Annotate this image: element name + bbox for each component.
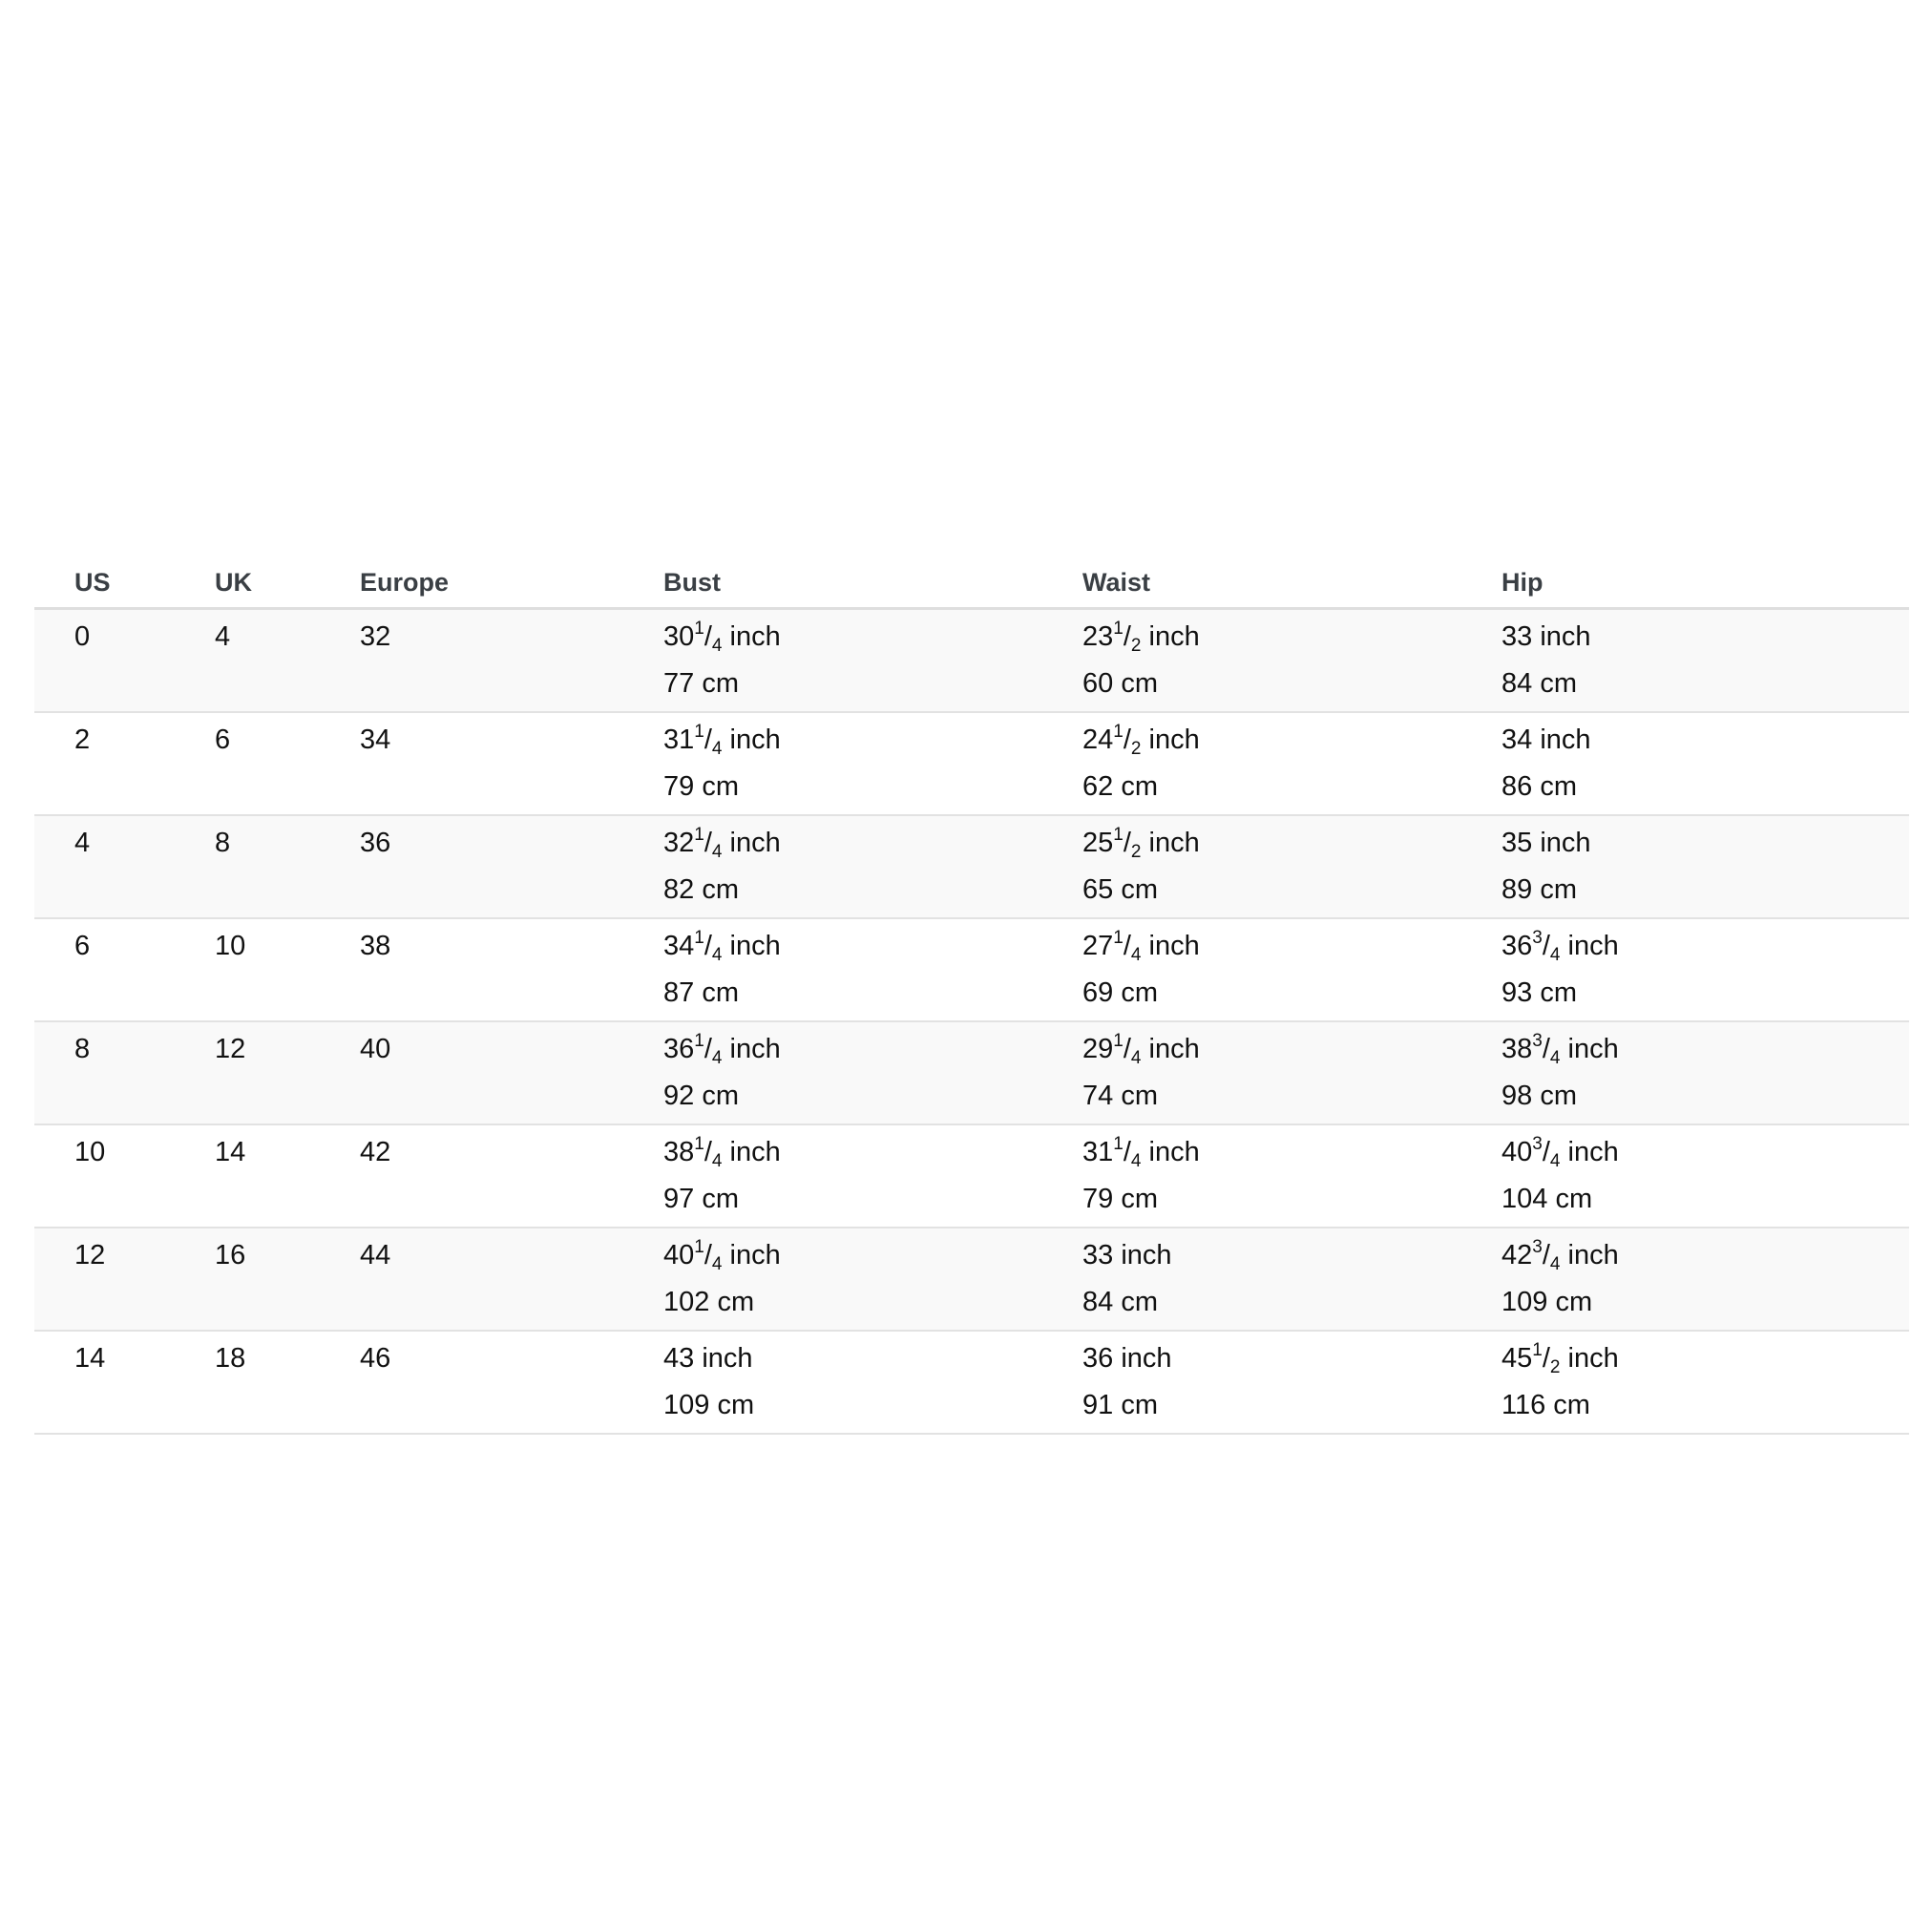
fraction-numerator: 1: [1113, 1031, 1124, 1051]
cell-uk: 8: [175, 815, 320, 918]
cell-uk: 12: [175, 1021, 320, 1124]
fraction-numerator: 3: [1532, 1031, 1543, 1051]
hip-inch-value: [1502, 614, 1909, 661]
bust-inch-value: [663, 614, 1042, 661]
fraction-denominator: 2: [1130, 636, 1142, 656]
hip-cm-value: 98 cm: [1502, 1081, 1577, 1111]
cell-europe: 44: [320, 1228, 623, 1331]
bust-cm-value: 77 cm: [663, 668, 739, 699]
fraction-denominator: 2: [1130, 739, 1142, 759]
cell-europe: 40: [320, 1021, 623, 1124]
fraction-denominator: 4: [711, 1151, 723, 1171]
cell-us: 14: [34, 1331, 175, 1434]
cell-us: 12: [34, 1228, 175, 1331]
cell-bust: [623, 918, 1042, 1021]
inch-whole: 31: [663, 724, 695, 755]
header-row: [34, 557, 1909, 609]
fraction-denominator: 4: [1549, 945, 1561, 965]
fraction-numerator: 1: [694, 1031, 704, 1051]
cell-europe: 38: [320, 918, 623, 1021]
inch-unit: inch: [729, 1034, 781, 1064]
bust-cm-value: 79 cm: [663, 771, 739, 802]
fraction-slash: /: [1123, 621, 1131, 652]
inch-unit: inch: [1567, 1137, 1619, 1167]
bust-inch-value: [663, 1335, 1042, 1382]
table-header: [34, 557, 1909, 609]
fraction-slash: /: [704, 621, 712, 652]
inch-whole: 31: [1082, 1137, 1114, 1167]
table-row: [34, 918, 1909, 1021]
fraction-numerator: 1: [1532, 1340, 1543, 1360]
table-row: [34, 1124, 1909, 1228]
header-hip: Hip: [1461, 557, 1909, 609]
hip-cm-value: 86 cm: [1502, 771, 1577, 802]
fraction-numerator: 1: [694, 1237, 704, 1257]
inch-unit: inch: [729, 931, 781, 961]
hip-cm-value: 89 cm: [1502, 874, 1577, 905]
cell-hip: [1461, 1331, 1909, 1434]
inch-unit: inch: [1540, 828, 1591, 858]
waist-inch-value: [1082, 614, 1461, 661]
inch-whole: 34: [663, 931, 695, 961]
header-waist: Waist: [1042, 557, 1461, 609]
cell-uk: 18: [175, 1331, 320, 1434]
bust-cm-value: 82 cm: [663, 874, 739, 905]
hip-inch-value: [1502, 1129, 1909, 1176]
cell-uk: 14: [175, 1124, 320, 1228]
inch-unit: inch: [1567, 931, 1619, 961]
inch-whole: 36: [1502, 931, 1533, 961]
inch-whole: 33: [1502, 621, 1533, 652]
cell-waist: [1042, 1021, 1461, 1124]
inch-whole: 43: [663, 1343, 695, 1374]
waist-inch-value: [1082, 717, 1461, 764]
bust-inch-value: [663, 923, 1042, 970]
inch-unit: inch: [1567, 1240, 1619, 1270]
inch-unit: inch: [1121, 1240, 1172, 1270]
cell-hip: [1461, 815, 1909, 918]
waist-inch-value: [1082, 1026, 1461, 1073]
cell-hip: [1461, 609, 1909, 713]
fraction-slash: /: [704, 1137, 712, 1167]
waist-inch-value: [1082, 1335, 1461, 1382]
inch-whole: 42: [1502, 1240, 1533, 1270]
cell-us: 4: [34, 815, 175, 918]
cell-uk: 10: [175, 918, 320, 1021]
cell-waist: [1042, 1228, 1461, 1331]
fraction-numerator: 1: [694, 928, 704, 948]
inch-whole: 36: [1082, 1343, 1114, 1374]
hip-inch-value: [1502, 1026, 1909, 1073]
hip-inch-value: [1502, 717, 1909, 764]
table-row: [34, 1228, 1909, 1331]
cell-waist: [1042, 712, 1461, 815]
fraction-slash: /: [1542, 1137, 1550, 1167]
fraction-numerator: 1: [694, 1134, 704, 1154]
inch-unit: inch: [729, 724, 781, 755]
inch-unit: inch: [729, 621, 781, 652]
cell-bust: [623, 609, 1042, 713]
bust-cm-value: 87 cm: [663, 977, 739, 1008]
fraction-slash: /: [704, 724, 712, 755]
bust-inch-value: [663, 1026, 1042, 1073]
inch-whole: 23: [1082, 621, 1114, 652]
bust-cm-value: 102 cm: [663, 1287, 755, 1317]
cell-bust: [623, 1124, 1042, 1228]
inch-unit: inch: [1567, 1343, 1619, 1374]
fraction-numerator: 3: [1532, 1134, 1543, 1154]
fraction-numerator: 1: [1113, 928, 1124, 948]
fraction-numerator: 1: [694, 722, 704, 742]
header-us: US: [34, 557, 175, 609]
fraction-denominator: 4: [1549, 1151, 1561, 1171]
cell-hip: [1461, 712, 1909, 815]
waist-cm-value: 84 cm: [1082, 1287, 1158, 1317]
fraction-slash: /: [1542, 931, 1550, 961]
inch-whole: 35: [1502, 828, 1533, 858]
fraction-denominator: 4: [711, 739, 723, 759]
inch-unit: inch: [1148, 621, 1200, 652]
inch-unit: inch: [1148, 931, 1200, 961]
bust-cm-value: 92 cm: [663, 1081, 739, 1111]
inch-whole: 34: [1502, 724, 1533, 755]
cell-bust: [623, 1331, 1042, 1434]
fraction-denominator: 4: [711, 842, 723, 862]
inch-unit: inch: [729, 1137, 781, 1167]
waist-cm-value: 65 cm: [1082, 874, 1158, 905]
hip-cm-value: 93 cm: [1502, 977, 1577, 1008]
waist-inch-value: [1082, 923, 1461, 970]
inch-unit: inch: [1148, 1034, 1200, 1064]
fraction-denominator: 2: [1549, 1357, 1561, 1377]
fraction-slash: /: [704, 1034, 712, 1064]
fraction-numerator: 3: [1532, 1237, 1543, 1257]
inch-unit: inch: [729, 1240, 781, 1270]
cell-uk: 6: [175, 712, 320, 815]
cell-uk: 4: [175, 609, 320, 713]
inch-whole: 38: [1502, 1034, 1533, 1064]
hip-inch-value: [1502, 820, 1909, 867]
cell-bust: [623, 1228, 1042, 1331]
inch-whole: 30: [663, 621, 695, 652]
waist-inch-value: [1082, 1129, 1461, 1176]
fraction-slash: /: [1123, 828, 1131, 858]
waist-cm-value: 79 cm: [1082, 1184, 1158, 1214]
fraction-slash: /: [704, 931, 712, 961]
bust-cm-value: 97 cm: [663, 1184, 739, 1214]
inch-unit: inch: [729, 828, 781, 858]
cell-europe: 32: [320, 609, 623, 713]
fraction-slash: /: [1542, 1343, 1550, 1374]
inch-whole: 40: [1502, 1137, 1533, 1167]
inch-whole: 40: [663, 1240, 695, 1270]
cell-bust: [623, 815, 1042, 918]
inch-unit: inch: [1121, 1343, 1172, 1374]
cell-hip: [1461, 1228, 1909, 1331]
hip-inch-value: [1502, 1335, 1909, 1382]
hip-cm-value: 116 cm: [1502, 1390, 1590, 1420]
inch-whole: 32: [663, 828, 695, 858]
table-row: [34, 1021, 1909, 1124]
table-row: [34, 815, 1909, 918]
waist-inch-value: [1082, 1232, 1461, 1279]
fraction-slash: /: [1123, 724, 1131, 755]
table-body: [34, 609, 1909, 1435]
cell-waist: [1042, 1124, 1461, 1228]
hip-cm-value: 104 cm: [1502, 1184, 1593, 1214]
cell-hip: [1461, 1021, 1909, 1124]
waist-inch-value: [1082, 820, 1461, 867]
fraction-slash: /: [1123, 1034, 1131, 1064]
fraction-slash: /: [1542, 1240, 1550, 1270]
cell-bust: [623, 712, 1042, 815]
cell-waist: [1042, 1331, 1461, 1434]
fraction-numerator: 1: [1113, 619, 1124, 639]
cell-europe: 36: [320, 815, 623, 918]
fraction-denominator: 4: [1130, 945, 1142, 965]
inch-unit: inch: [1567, 1034, 1619, 1064]
cell-europe: 42: [320, 1124, 623, 1228]
fraction-denominator: 4: [1549, 1048, 1561, 1068]
fraction-numerator: 1: [694, 619, 704, 639]
fraction-numerator: 3: [1532, 928, 1543, 948]
bust-inch-value: [663, 717, 1042, 764]
fraction-denominator: 4: [711, 1048, 723, 1068]
waist-cm-value: 91 cm: [1082, 1390, 1158, 1420]
table-row: [34, 1331, 1909, 1434]
cell-us: 10: [34, 1124, 175, 1228]
fraction-numerator: 1: [1113, 1134, 1124, 1154]
hip-cm-value: 84 cm: [1502, 668, 1577, 699]
size-chart-table: [34, 557, 1909, 1435]
inch-unit: inch: [1148, 1137, 1200, 1167]
bust-inch-value: [663, 1129, 1042, 1176]
inch-unit: inch: [1148, 724, 1200, 755]
cell-us: 0: [34, 609, 175, 713]
header-europe: Europe: [320, 557, 623, 609]
cell-waist: [1042, 918, 1461, 1021]
fraction-slash: /: [704, 828, 712, 858]
fraction-numerator: 1: [694, 825, 704, 845]
inch-unit: inch: [1148, 828, 1200, 858]
hip-cm-value: 109 cm: [1502, 1287, 1593, 1317]
fraction-denominator: 4: [711, 636, 723, 656]
inch-unit: inch: [702, 1343, 753, 1374]
fraction-numerator: 1: [1113, 825, 1124, 845]
header-bust: Bust: [623, 557, 1042, 609]
cell-hip: [1461, 1124, 1909, 1228]
cell-bust: [623, 1021, 1042, 1124]
fraction-slash: /: [1542, 1034, 1550, 1064]
hip-inch-value: [1502, 923, 1909, 970]
fraction-slash: /: [1123, 1137, 1131, 1167]
fraction-denominator: 4: [711, 945, 723, 965]
hip-inch-value: [1502, 1232, 1909, 1279]
inch-whole: 25: [1082, 828, 1114, 858]
fraction-denominator: 4: [1549, 1254, 1561, 1274]
inch-whole: 33: [1082, 1240, 1114, 1270]
inch-whole: 45: [1502, 1343, 1533, 1374]
waist-cm-value: 69 cm: [1082, 977, 1158, 1008]
bust-inch-value: [663, 1232, 1042, 1279]
waist-cm-value: 62 cm: [1082, 771, 1158, 802]
cell-europe: 34: [320, 712, 623, 815]
cell-us: 8: [34, 1021, 175, 1124]
header-uk: UK: [175, 557, 320, 609]
cell-us: 6: [34, 918, 175, 1021]
cell-waist: [1042, 609, 1461, 713]
inch-unit: inch: [1540, 621, 1591, 652]
fraction-denominator: 4: [711, 1254, 723, 1274]
table-row: [34, 712, 1909, 815]
fraction-denominator: 4: [1130, 1151, 1142, 1171]
waist-cm-value: 60 cm: [1082, 668, 1158, 699]
cell-europe: 46: [320, 1331, 623, 1434]
cell-us: 2: [34, 712, 175, 815]
cell-hip: [1461, 918, 1909, 1021]
inch-whole: 38: [663, 1137, 695, 1167]
table-row: [34, 609, 1909, 713]
fraction-slash: /: [1123, 931, 1131, 961]
fraction-denominator: 4: [1130, 1048, 1142, 1068]
fraction-slash: /: [704, 1240, 712, 1270]
fraction-denominator: 2: [1130, 842, 1142, 862]
bust-cm-value: 109 cm: [663, 1390, 755, 1420]
inch-whole: 36: [663, 1034, 695, 1064]
bust-inch-value: [663, 820, 1042, 867]
inch-whole: 24: [1082, 724, 1114, 755]
inch-unit: inch: [1540, 724, 1591, 755]
cell-waist: [1042, 815, 1461, 918]
fraction-numerator: 1: [1113, 722, 1124, 742]
cell-uk: 16: [175, 1228, 320, 1331]
inch-whole: 27: [1082, 931, 1114, 961]
inch-whole: 29: [1082, 1034, 1114, 1064]
waist-cm-value: 74 cm: [1082, 1081, 1158, 1111]
